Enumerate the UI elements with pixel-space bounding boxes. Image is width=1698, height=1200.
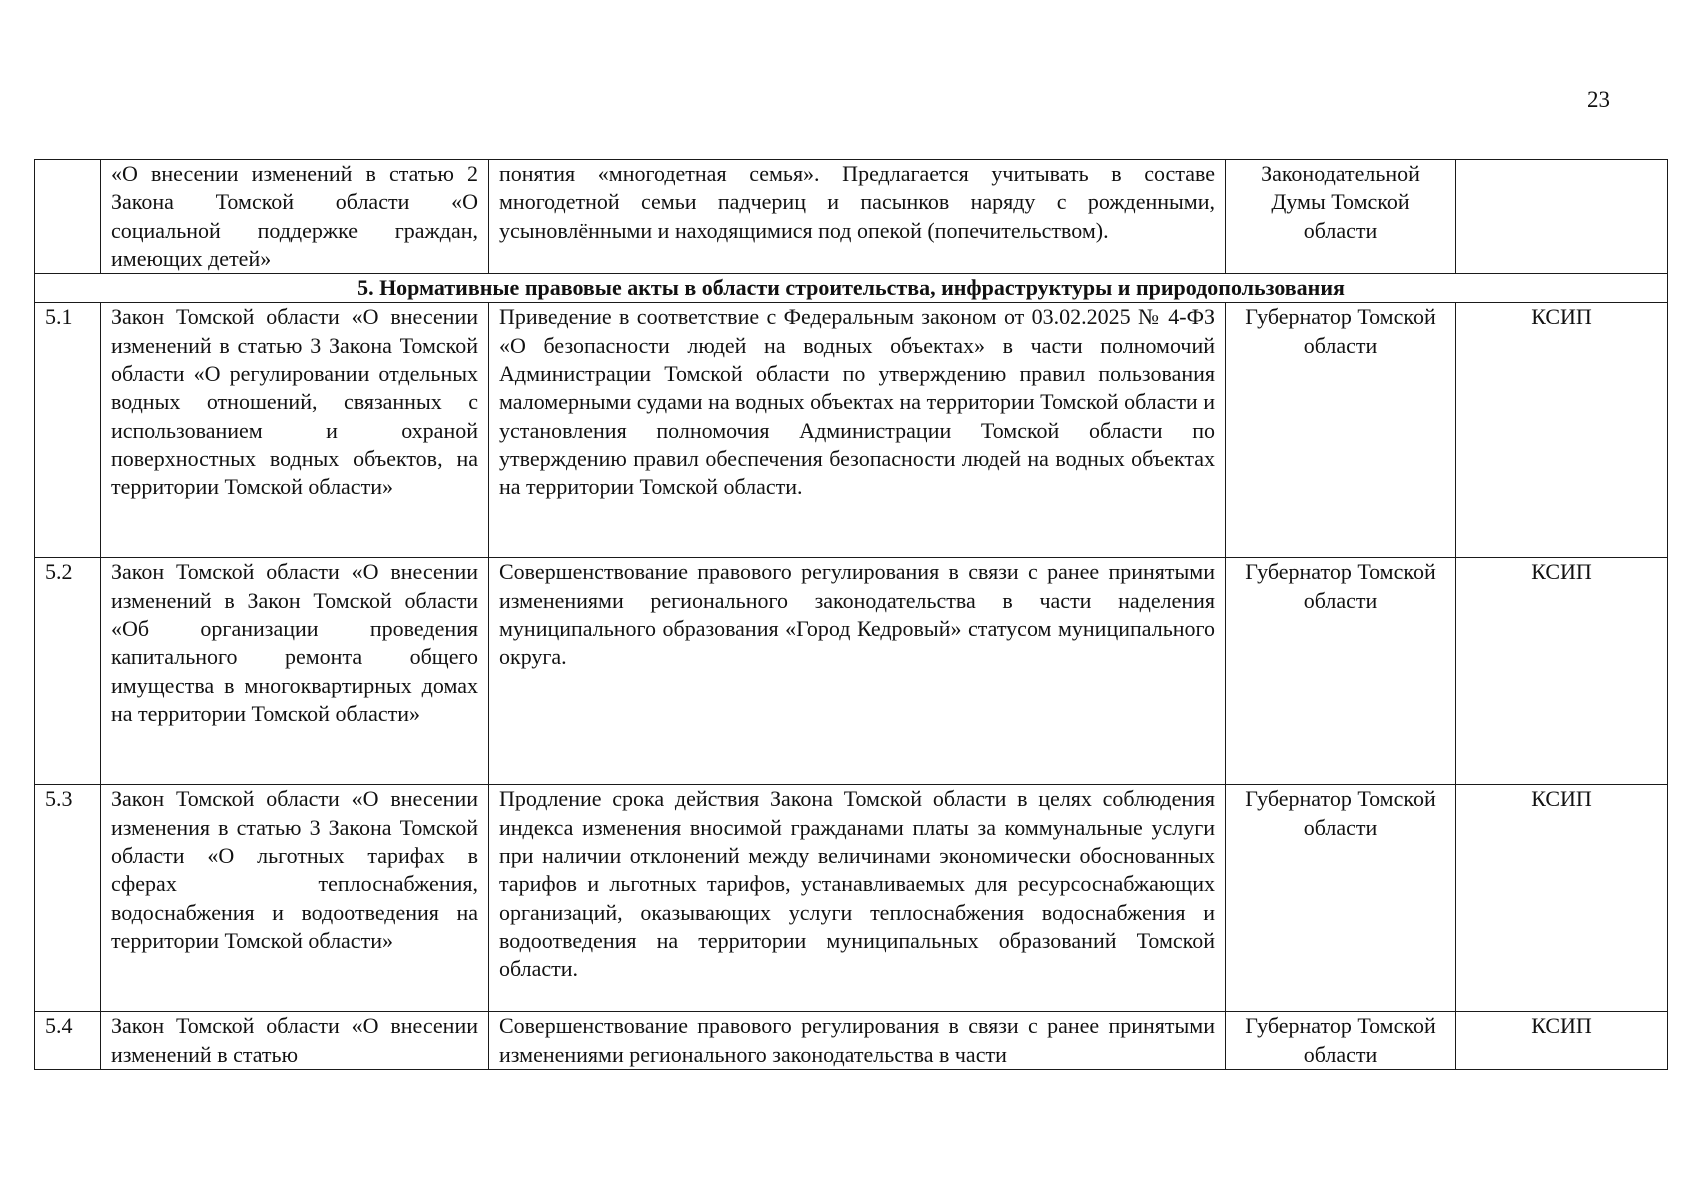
description-cell: Продление срока действия Закона Томской области в целях соблюдения индекса изменения вносимой гражданами платы за коммунальные услуги при наличии отклонений между величинами экономически обоснованных тарифов и льготных тарифов, устанавливаемых для ресурсоснабжающих организаций, оказывающих услуги теплоснабжения водоснабжения и водоотведения на территории муниципальных образований Томской области.	[489, 785, 1226, 1012]
act-title-cell: «О внесении изменений в статью 2 Закона Томской области «О социальной поддержке граждан, имеющих детей»	[101, 160, 489, 274]
initiator-cell: Губернатор Томской области	[1226, 785, 1456, 1012]
table-row	[35, 558, 1668, 785]
description-cell: Приведение в соответствие с Федеральным законом от 03.02.2025 № 4-ФЗ «О безопасности людей на водных объектах» в части полномочий Администрации Томской области по утверждению правил пользования маломерными судами на водных объектах на территории Томской области и установления полномочия Администрации Томской области по утверждению правил обеспечения безопасности людей на водных объектах на территории Томской области.	[489, 303, 1226, 558]
page-number: 23	[1587, 87, 1610, 112]
table-row	[35, 303, 1668, 558]
row-number-cell: 5.1	[35, 303, 101, 558]
act-title-cell: Закон Томской области «О внесении изменений в статью 3 Закона Томской области «О регулировании отдельных водных отношений, связанных с использованием и охраной поверхностных водных объектов, на территории Томской области»	[101, 303, 489, 558]
row-number-cell	[35, 160, 101, 274]
table-row	[35, 785, 1668, 1012]
section-heading: 5. Нормативные правовые акты в области строительства, инфраструктуры и природопользования	[35, 274, 1668, 303]
initiator-cell: Законодательной Думы Томской области	[1226, 160, 1456, 274]
responsible-cell: КСИП	[1456, 558, 1668, 785]
responsible-cell: КСИП	[1456, 785, 1668, 1012]
initiator-cell: Губернатор Томской области	[1226, 1012, 1456, 1070]
table-row	[35, 1012, 1668, 1070]
responsible-cell: КСИП	[1456, 1012, 1668, 1070]
table-row-continued	[35, 160, 1668, 274]
description-cell: Совершенствование правового регулирования в связи с ранее принятыми изменениями регионального законодательства в части	[489, 1012, 1226, 1070]
plan-table	[34, 159, 1668, 1070]
row-number-cell: 5.2	[35, 558, 101, 785]
description-cell: Совершенствование правового регулирования в связи с ранее принятыми изменениями регионального законодательства в части наделения муниципального образования «Город Кедровый» статусом муниципального округа.	[489, 558, 1226, 785]
act-title-cell: Закон Томской области «О внесении изменений в Закон Томской области «Об организации проведения капитального ремонта общего имущества в многоквартирных домах на территории Томской области»	[101, 558, 489, 785]
row-number-cell: 5.4	[35, 1012, 101, 1070]
section-heading-row	[35, 274, 1668, 303]
responsible-cell	[1456, 160, 1668, 274]
initiator-cell: Губернатор Томской области	[1226, 303, 1456, 558]
act-title-cell: Закон Томской области «О внесении изменения в статью 3 Закона Томской области «О льготных тарифах в сферах теплоснабжения, водоснабжения и водоотведения на территории Томской области»	[101, 785, 489, 1012]
act-title-cell: Закон Томской области «О внесении изменений в статью	[101, 1012, 489, 1070]
initiator-cell: Губернатор Томской области	[1226, 558, 1456, 785]
responsible-cell: КСИП	[1456, 303, 1668, 558]
description-cell: понятия «многодетная семья». Предлагается учитывать в составе многодетной семьи падчериц и пасынков наряду с рожденными, усыновлёнными и находящимися под опекой (попечительством).	[489, 160, 1226, 274]
row-number-cell: 5.3	[35, 785, 101, 1012]
